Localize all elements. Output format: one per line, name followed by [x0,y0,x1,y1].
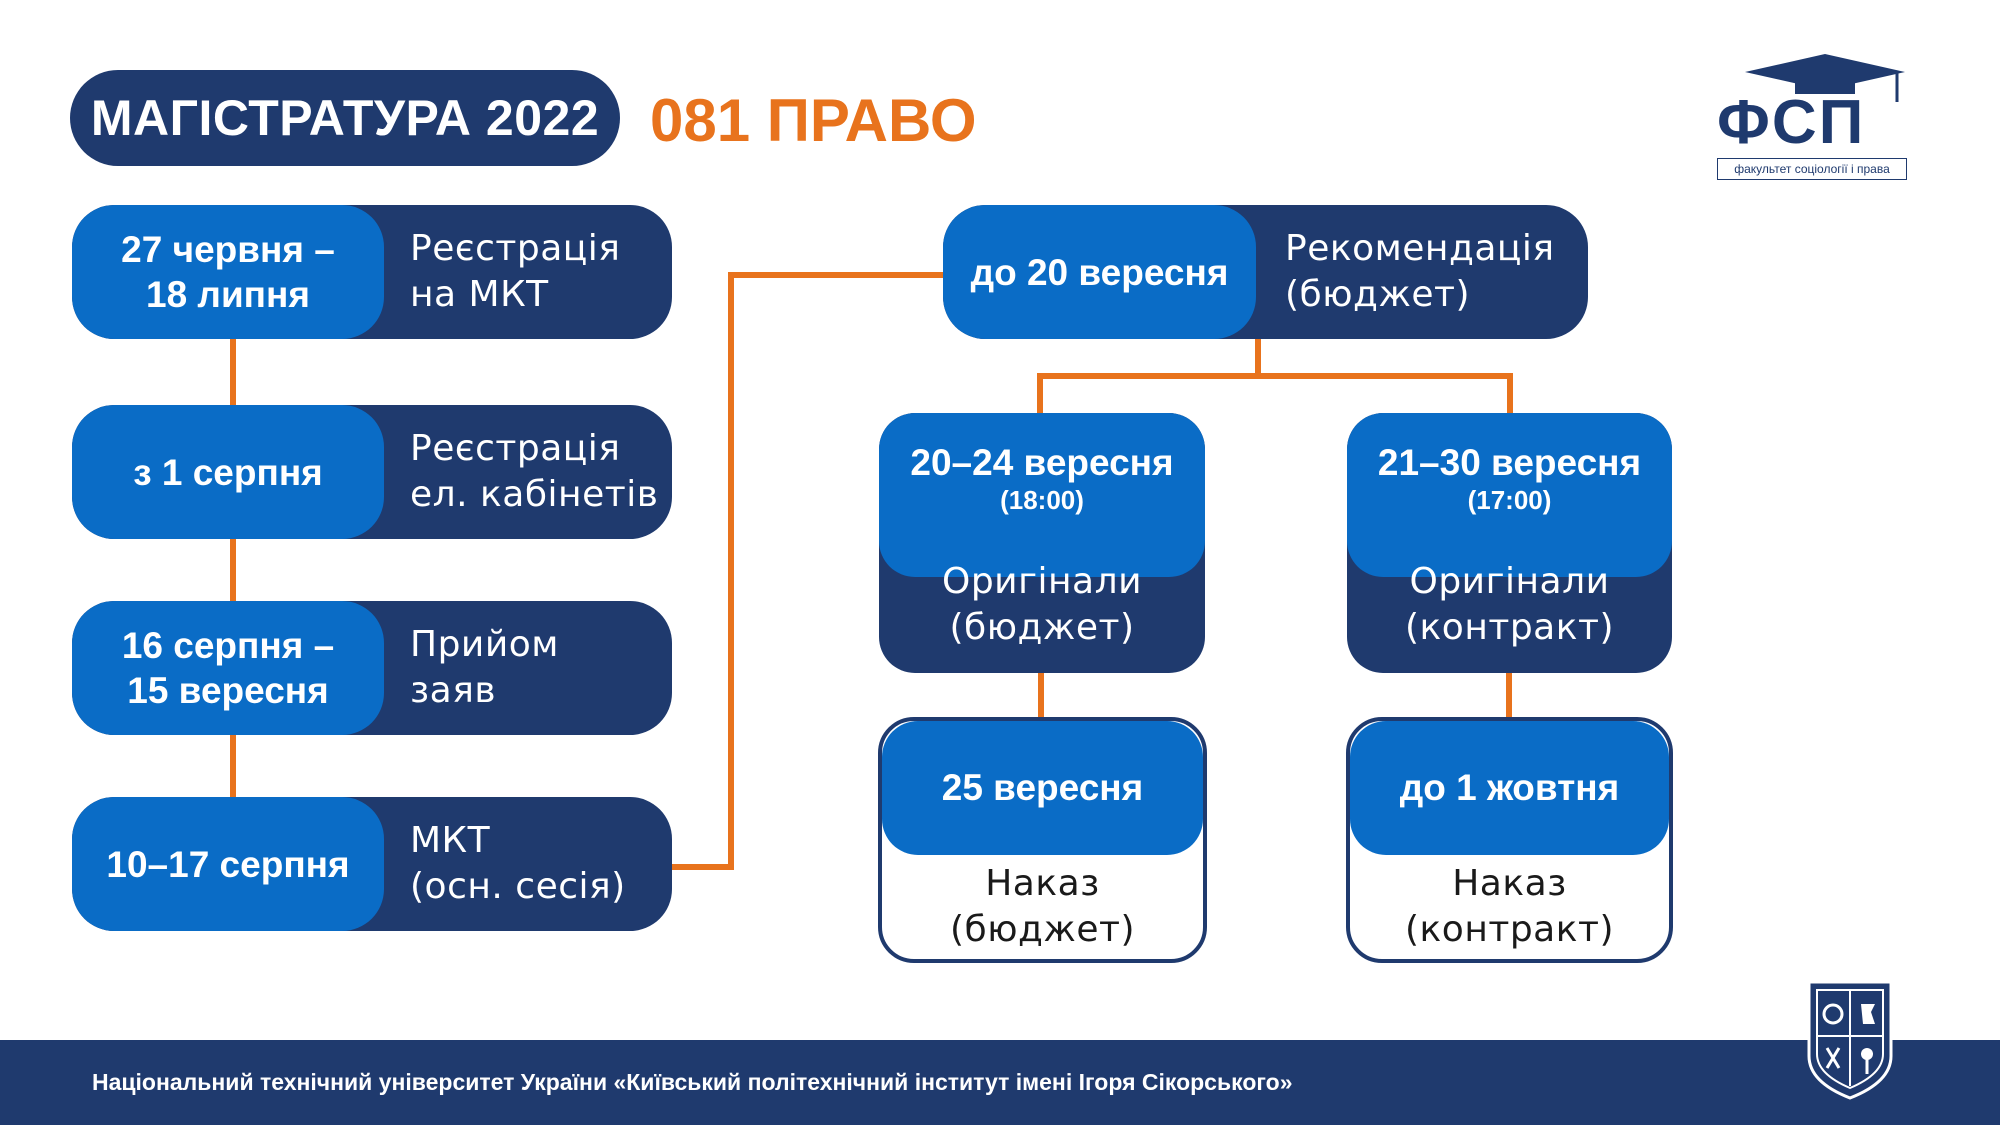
step-date: з 1 серпня [72,405,384,539]
card-originals-contract [1347,413,1672,673]
card-originals-budget [879,413,1205,673]
step-label: Прийом заяв [410,624,559,711]
faculty-logo-caption: факультет соціології і права [1717,158,1907,180]
program-title: 081 ПРАВО [650,86,977,154]
step-recommendation [943,205,1588,339]
card-time: (18:00) [1000,485,1084,515]
step-date: 27 червня – 18 липня [72,205,384,339]
step-label: Реєстрація на МКТ [410,228,621,315]
step-applications [72,601,672,735]
card-label: Наказ (бюджет) [949,863,1136,950]
step-label: МКТ (осн. сесія) [410,820,626,907]
university-crest-icon [1805,978,1895,1102]
step-label: Рекомендація (бюджет) [1285,228,1555,315]
step-date: 10–17 серпня [72,797,384,931]
card-date: 25 вересня [941,767,1144,808]
step-registration-cabinets [72,405,672,539]
step-date: 16 серпня – 15 вересня [72,601,384,735]
footer-university-name: Національний технічний університет України «Київський політехнічний інститут імені Ігоря Сікорського» [92,1069,1293,1095]
card-header [1347,413,1672,577]
card-header [882,721,1203,855]
card-label: Наказ (контракт) [1405,863,1614,950]
connector-recommendation-contract [1258,376,1510,414]
step-date: до 20 вересня [943,205,1256,339]
page-title: МАГІСТРАТУРА 2022 [70,70,620,166]
card-order-budget [878,717,1207,963]
faculty-logo: ФСП [1717,88,1866,157]
card-date: до 1 жовтня [1399,767,1620,808]
card-time: (17:00) [1467,485,1552,515]
step-registration-mkt [72,205,672,339]
connector-recommendation-budget [1040,338,1258,414]
card-label: Оригінали (контракт) [1405,561,1614,648]
card-header [879,413,1205,577]
step-label: Реєстрація ел. кабінетів [410,428,659,515]
card-label: Оригінали (бюджет) [941,561,1142,648]
card-date: 20–24 вересня [910,442,1174,483]
card-date: 21–30 вересня [1377,442,1642,483]
card-order-contract [1346,717,1673,963]
card-header [1350,721,1669,855]
step-mkt-session [72,797,672,931]
